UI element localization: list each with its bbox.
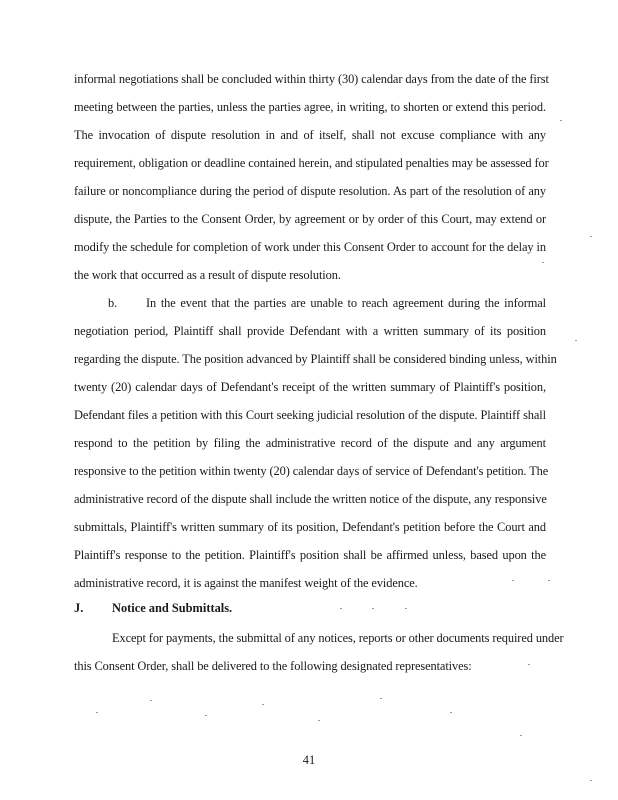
section-heading <box>74 600 232 616</box>
text-line: Except for payments, the submittal of any notices, reports or other documents required under <box>112 631 564 645</box>
text-line: dispute, the Parties to the Consent Order, by agreement or by order of this Court, may extend or <box>74 212 546 226</box>
text-line: respond to the petition by filing the administrative record of the dispute and any argument <box>74 436 546 450</box>
page-number: 41 <box>302 753 316 767</box>
text-line: the work that occurred as a result of dispute resolution. <box>74 268 341 282</box>
section-number: J. <box>74 601 84 615</box>
text-line: administrative record, it is against the manifest weight of the evidence. <box>74 576 418 590</box>
text-line: In the event that the parties are unable to reach agreement during the informal <box>146 296 546 310</box>
text-line: informal negotiations shall be concluded within thirty (30) calendar days from the date of the first <box>74 72 549 86</box>
text-line: Plaintiff's response to the petition. Plaintiff's position shall be affirmed unless, based upon the <box>74 548 546 562</box>
text-line: twenty (20) calendar days of Defendant's receipt of the written summary of Plaintiff's position, <box>74 380 546 394</box>
text-line: responsive to the petition within twenty (20) calendar days of service of Defendant's petition. The <box>74 464 549 478</box>
text-line: failure or noncompliance during the period of dispute resolution. As part of the resolution of any <box>74 184 546 198</box>
text-line: requirement, obligation or deadline contained herein, and stipulated penalties may be assessed for <box>74 156 549 170</box>
paragraph-b-first-line <box>108 295 546 311</box>
text-line: regarding the dispute. The position advanced by Plaintiff shall be considered binding unless, within <box>74 352 557 366</box>
text-line: The invocation of dispute resolution in and of itself, shall not excuse compliance with any <box>74 128 546 142</box>
section-title: Notice and Submittals. <box>112 601 233 615</box>
text-line: submittals, Plaintiff's written summary of its position, Defendant's petition before the Court and <box>74 520 546 534</box>
text-line: this Consent Order, shall be delivered to the following designated representatives: <box>74 659 472 673</box>
text-line: meeting between the parties, unless the parties agree, in writing, to shorten or extend this period. <box>74 100 546 114</box>
text-line: Defendant files a petition with this Court seeking judicial resolution of the dispute. Plaintiff shall <box>74 408 546 422</box>
paragraph-number: b. <box>108 296 118 310</box>
text-line: administrative record of the dispute shall include the written notice of the dispute, any responsive <box>74 492 547 506</box>
text-line: negotiation period, Plaintiff shall provide Defendant with a written summary of its position <box>74 324 546 338</box>
text-line: modify the schedule for completion of work under this Consent Order to account for the delay in <box>74 240 546 254</box>
